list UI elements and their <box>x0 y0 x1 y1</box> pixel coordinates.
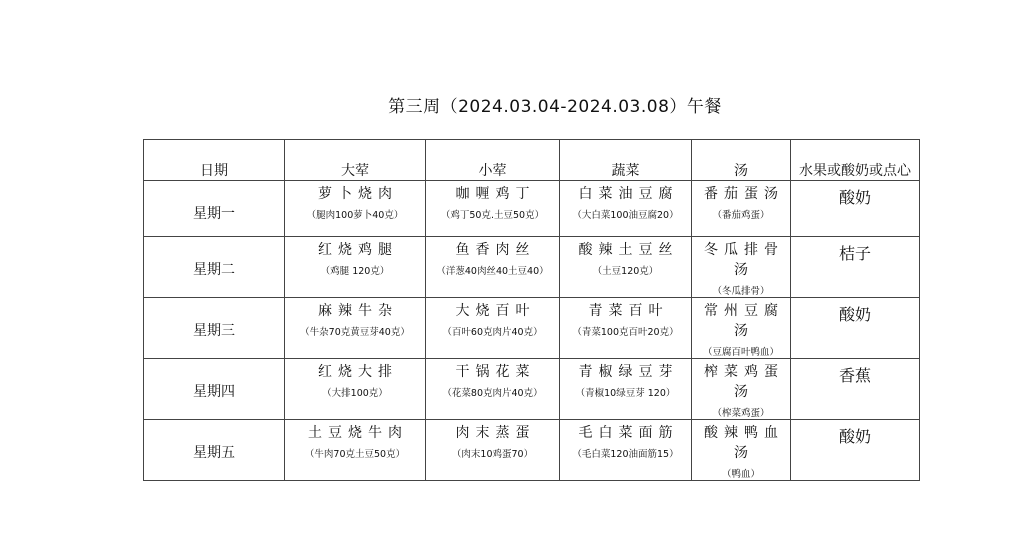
table-row <box>144 237 920 298</box>
main-dish-recipe: （牛杂70克黄豆芽40克） <box>300 327 410 338</box>
soup-recipe: （鸭血） <box>721 469 760 480</box>
table-row <box>144 298 920 359</box>
side-dish-recipe: （肉末10鸡蛋70） <box>451 449 534 460</box>
vegetable-name: 青椒绿豆芽 <box>578 364 679 380</box>
vegetable-name: 白菜油豆腐 <box>578 186 679 202</box>
header-vegetable: 蔬菜 <box>611 163 640 179</box>
extra-item: 酸奶 <box>838 188 871 207</box>
extra-item: 香蕉 <box>838 366 871 385</box>
soup-name: 榨菜鸡蛋汤 <box>704 364 784 400</box>
main-dish-recipe: （牛肉70克土豆50克） <box>304 449 406 460</box>
extra-item: 酸奶 <box>838 427 871 446</box>
day-label: 星期四 <box>193 384 235 400</box>
side-dish-name: 鱼香肉丝 <box>455 242 536 258</box>
header-soup: 汤 <box>734 163 748 179</box>
vegetable-recipe: （青椒10绿豆芽 120） <box>575 388 676 399</box>
vegetable-recipe: （毛白菜120油面筋15） <box>572 449 679 460</box>
day-label: 星期二 <box>193 262 235 278</box>
header-row <box>144 140 920 181</box>
side-dish-recipe: （鸡丁50克.土豆50克） <box>440 210 545 221</box>
main-dish-recipe: （鸡腿 120克） <box>320 266 390 277</box>
side-dish-recipe: （洋葱40肉丝40土豆40） <box>436 266 549 277</box>
main-dish-recipe: （腿肉100萝卜40克） <box>306 210 404 221</box>
table-row <box>144 181 920 237</box>
main-dish-recipe: （大排100克） <box>322 388 388 399</box>
vegetable-recipe: （青菜100克百叶20克） <box>572 327 679 338</box>
soup-name: 冬瓜排骨汤 <box>704 242 784 278</box>
header-extra: 水果或酸奶或点心 <box>799 163 911 179</box>
header-date: 日期 <box>200 163 228 179</box>
extra-item: 桔子 <box>838 244 871 263</box>
soup-recipe: （榨菜鸡蛋） <box>712 408 770 419</box>
table-row <box>144 359 920 420</box>
header-main-dish: 大荤 <box>341 163 369 179</box>
soup-recipe: （番茄鸡蛋） <box>712 210 770 221</box>
vegetable-name: 酸辣土豆丝 <box>578 242 679 258</box>
side-dish-name: 咖喱鸡丁 <box>455 186 536 202</box>
vegetable-recipe: （大白菜100油豆腐20） <box>572 210 679 221</box>
day-label: 星期一 <box>193 206 235 222</box>
soup-recipe: （冬瓜排骨） <box>712 286 770 297</box>
soup-recipe: （豆腐百叶鸭血） <box>702 347 779 358</box>
main-dish-name: 红烧鸡腿 <box>318 242 398 258</box>
soup-name: 番茄蛋汤 <box>704 186 784 202</box>
day-label: 星期五 <box>193 445 235 461</box>
lunch-menu-table <box>143 139 920 481</box>
main-dish-name: 土豆烧牛肉 <box>308 425 408 441</box>
side-dish-name: 干锅花菜 <box>455 364 536 380</box>
side-dish-recipe: （百叶60克肉片40克） <box>442 327 543 338</box>
main-dish-name: 红烧大排 <box>318 364 398 380</box>
vegetable-name: 毛白菜面筋 <box>578 425 679 441</box>
side-dish-name: 肉末蒸蛋 <box>455 425 536 441</box>
side-dish-name: 大烧百叶 <box>455 303 536 319</box>
main-dish-name: 萝卜烧肉 <box>318 186 398 202</box>
table-row <box>144 420 920 481</box>
vegetable-recipe: （土豆120克） <box>592 266 659 277</box>
day-label: 星期三 <box>193 323 235 339</box>
main-dish-name: 麻辣牛杂 <box>318 303 398 319</box>
soup-name: 常州豆腐汤 <box>704 303 784 339</box>
extra-item: 酸奶 <box>838 305 871 324</box>
side-dish-recipe: （花菜80克肉片40克） <box>442 388 543 399</box>
header-side-dish: 小荤 <box>478 163 507 179</box>
vegetable-name: 青菜百叶 <box>588 303 669 319</box>
page-title: 第三周（2024.03.04-2024.03.08）午餐 <box>388 97 722 117</box>
soup-name: 酸辣鸭血汤 <box>704 425 784 461</box>
